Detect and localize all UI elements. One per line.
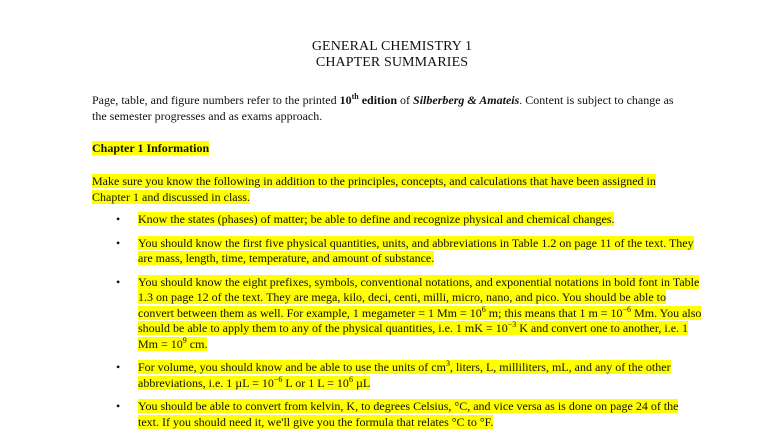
edition-number: 10th edition	[339, 92, 398, 107]
lead-paragraph: Make sure you know the following in addition to the principles, concepts, and calculations that have been assigned in Chapter 1 and discussed in class.	[92, 174, 656, 204]
list-item: • You should be able to convert from kelvin, K, to degrees Celsius, °C, and vice versa as is done on page 24 of the text. If you should need it, we'll give you the formula that relates °C to °F.	[116, 399, 679, 429]
bullet-icon: •	[116, 235, 121, 250]
bullet-icon: •	[116, 212, 121, 226]
list-item: • You should know the first five physical quantities, units, and abbreviations in Table 1.2 on page 11 of the text. They are mass, length, time, temperature, and amount of substance.	[116, 235, 694, 265]
list-item: • You should know the eight prefixes, symbols, conventional notations, and exponential notations in bold font in Table 1.3 on page 12 of the text. They are mega, kilo, deci, centi, milli, micro, nano, and pico. You should be able to convert between them as well. For example, 1 megameter = 1 $Mm = 10^6$ m; this means that 1 $m = 10^{-6}$ Mm. You also should be able to apply them to any of the physical quantities, i.e. 1 mK = $10^{-3}$ K and convert one to another, i.e. 1 $Mm = 10^9$ cm.	[116, 274, 702, 351]
bullet-icon: •	[116, 399, 121, 413]
list-item: • For volume, you should know and be able to use the units of $cm^3$, liters, L, milliliters, mL, and any of the other abbreviations, i.e. 1 $\mu L = 10^{-6}$ L or 1 $L = 10^6$ µL	[116, 359, 671, 390]
document-subtitle: CHAPTER SUMMARIES	[315, 55, 469, 70]
list-item: • Know the states (phases) of matter; be able to define and recognize physical and chemical changes.	[116, 212, 615, 226]
intro-paragraph: Page, table, and figure numbers refer to the printed 10th edition of Silberberg & Amateis. Content is subject to change as the semester progresses and as exams approach.	[92, 92, 674, 123]
bullet-icon: •	[116, 360, 121, 374]
document-title: GENERAL CHEMISTRY 1	[311, 39, 473, 54]
bullet-icon: •	[116, 274, 121, 289]
chapter-heading: Chapter 1 Information	[92, 141, 210, 155]
book-authors: Silberberg & Amateis	[413, 93, 520, 107]
chapter-1-list	[92, 212, 702, 438]
